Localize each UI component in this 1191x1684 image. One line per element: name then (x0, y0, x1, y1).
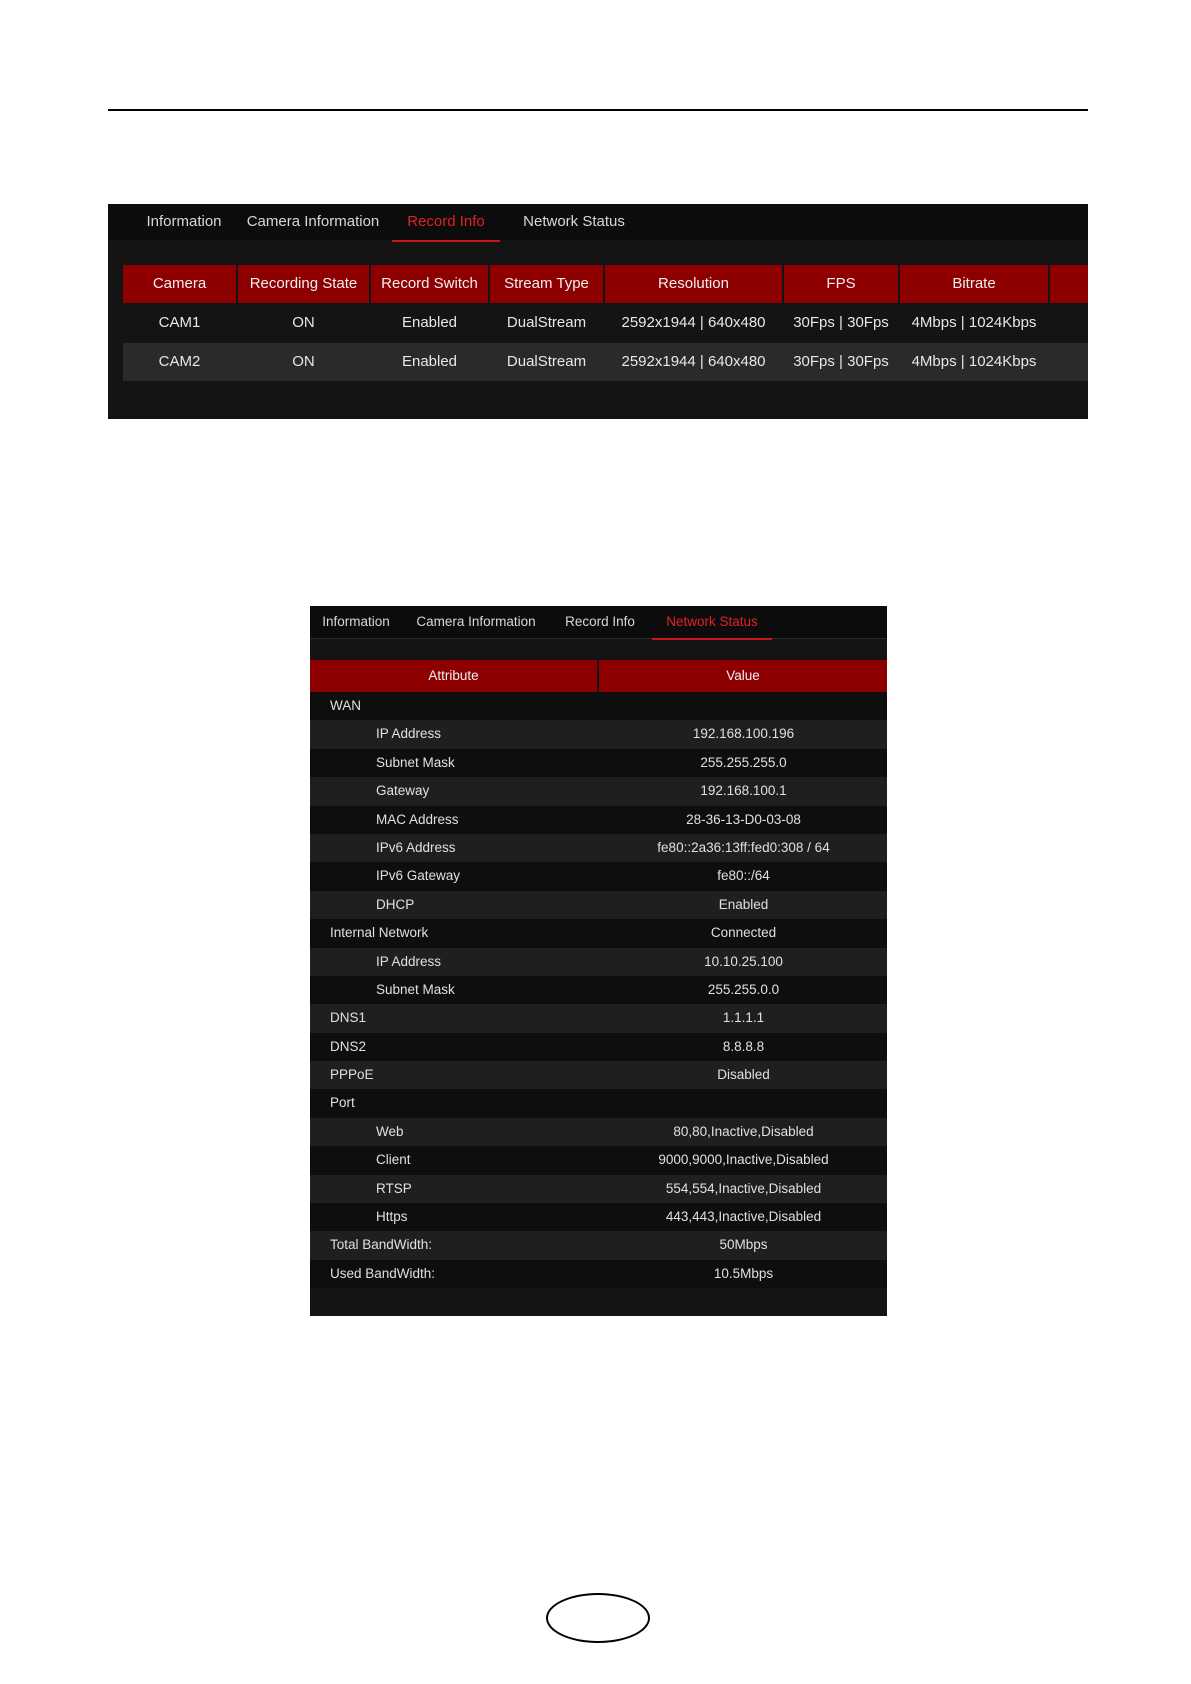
value-cell: 8.8.8.8 (722, 1038, 765, 1054)
table-row[interactable] (310, 806, 887, 834)
record-info-panel (108, 204, 1088, 419)
tab-camera-information[interactable]: Camera Information (416, 614, 536, 629)
table-row[interactable] (310, 1260, 887, 1288)
value-cell: 192.168.100.1 (700, 783, 787, 799)
record-table-header (123, 265, 1088, 303)
column-header-extra (1050, 265, 1088, 303)
attribute-cell: RTSP (376, 1180, 412, 1196)
attribute-cell: WAN (330, 698, 361, 713)
tab-information[interactable]: Information (146, 213, 222, 230)
value-cell: 10.10.25.100 (704, 953, 783, 969)
column-header-stream-type: Stream Type (490, 265, 603, 303)
column-header-camera: Camera (123, 265, 236, 303)
value-cell: 443,443,Inactive,Disabled (665, 1209, 822, 1225)
column-header-fps: FPS (784, 265, 898, 303)
table-row[interactable] (310, 919, 887, 947)
value-cell: 28-36-13-D0-03-08 (686, 811, 801, 827)
table-row[interactable] (310, 1004, 887, 1032)
value-cell: 9000,9000,Inactive,Disabled (658, 1152, 829, 1168)
table-row[interactable] (310, 862, 887, 890)
value-cell: Disabled (717, 1067, 770, 1083)
cell-stream-type: DualStream (506, 314, 587, 331)
table-row[interactable] (310, 1203, 887, 1231)
attribute-cell: Internal Network (330, 925, 429, 941)
attribute-cell: Web (376, 1123, 404, 1139)
table-row[interactable] (123, 343, 1088, 381)
cell-bitrate: 4Mbps | 1024Kbps (911, 353, 1037, 370)
value-cell: 554,554,Inactive,Disabled (665, 1180, 822, 1196)
tab-bar (108, 204, 1088, 240)
value-cell: 1.1.1.1 (722, 1010, 765, 1026)
value-cell: 192.168.100.196 (692, 726, 795, 742)
tab-record-info[interactable]: Record Info (565, 614, 635, 629)
column-header-value: Value (599, 660, 887, 692)
attribute-cell: DHCP (376, 896, 415, 912)
table-row[interactable] (310, 976, 887, 1004)
cell-stream-type: DualStream (506, 353, 587, 370)
value-cell: Connected (710, 925, 777, 941)
value-cell: fe80::2a36:13ff:fed0:308 / 64 (657, 839, 830, 855)
cell-resolution: 2592x1944 | 640x480 (621, 353, 766, 370)
value-cell: Enabled (718, 896, 769, 912)
table-row[interactable] (310, 1089, 887, 1117)
attribute-cell: Total BandWidth: (330, 1237, 433, 1253)
page-header-rule (108, 109, 1088, 111)
value-cell: 255.255.0.0 (707, 981, 780, 997)
attribute-cell: IP Address (376, 953, 442, 969)
attribute-cell: Subnet Mask (376, 754, 455, 770)
tab-network-status[interactable]: Network Status (523, 213, 625, 230)
table-row[interactable] (310, 1146, 887, 1174)
value-cell: 255.255.255.0 (700, 754, 787, 770)
cell-record-switch: Enabled (401, 314, 458, 331)
value-cell: 80,80,Inactive,Disabled (673, 1123, 814, 1139)
attribute-cell: Subnet Mask (376, 981, 455, 997)
table-row[interactable] (310, 1118, 887, 1146)
network-status-panel (310, 606, 887, 1316)
attribute-cell: PPPoE (330, 1067, 374, 1083)
cell-record-switch: Enabled (401, 353, 458, 370)
tab-information[interactable]: Information (322, 614, 390, 629)
column-header-attribute: Attribute (310, 660, 597, 692)
column-header-resolution: Resolution (605, 265, 782, 303)
table-row[interactable] (310, 1061, 887, 1089)
table-row[interactable] (310, 1231, 887, 1259)
attribute-cell: DNS2 (330, 1038, 367, 1054)
table-row[interactable] (310, 1175, 887, 1203)
tab-network-status[interactable]: Network Status (652, 606, 772, 638)
table-row[interactable] (310, 1033, 887, 1061)
cell-fps: 30Fps | 30Fps (793, 353, 889, 370)
value-cell: fe80::/64 (717, 868, 770, 884)
column-header-bitrate: Bitrate (900, 265, 1048, 303)
table-row[interactable] (310, 834, 887, 862)
attribute-cell: Gateway (376, 783, 430, 799)
value-cell: 50Mbps (719, 1237, 768, 1253)
page-number-oval (546, 1593, 650, 1643)
cell-camera: CAM1 (158, 314, 201, 331)
cell-resolution: 2592x1944 | 640x480 (621, 314, 766, 331)
tab-record-info[interactable]: Record Info (392, 204, 500, 240)
attribute-cell: IPv6 Gateway (376, 868, 461, 884)
cell-fps: 30Fps | 30Fps (793, 314, 889, 331)
cell-recording-state: ON (292, 314, 315, 331)
tab-bar (310, 606, 887, 639)
value-cell: 10.5Mbps (713, 1265, 774, 1281)
table-row[interactable] (310, 692, 887, 720)
attribute-cell: IP Address (376, 726, 442, 742)
tab-camera-information[interactable]: Camera Information (246, 213, 380, 230)
network-status-table (310, 692, 887, 1288)
table-row[interactable] (310, 720, 887, 748)
cell-recording-state: ON (292, 353, 315, 370)
cell-camera: CAM2 (158, 353, 201, 370)
attribute-cell: MAC Address (376, 811, 459, 827)
attribute-cell: Client (376, 1152, 411, 1168)
table-row[interactable] (310, 891, 887, 919)
table-row[interactable] (123, 304, 1088, 342)
attribute-cell: DNS1 (330, 1010, 367, 1026)
table-row[interactable] (310, 749, 887, 777)
column-header-recording-state: Recording State (238, 265, 369, 303)
table-row[interactable] (310, 777, 887, 805)
cell-bitrate: 4Mbps | 1024Kbps (911, 314, 1037, 331)
attribute-cell: Https (376, 1209, 408, 1225)
attribute-cell: IPv6 Address (376, 839, 456, 855)
column-header-record-switch: Record Switch (371, 265, 488, 303)
table-row[interactable] (310, 948, 887, 976)
attribute-cell: Port (330, 1095, 355, 1111)
attribute-cell: Used BandWidth: (330, 1265, 436, 1281)
